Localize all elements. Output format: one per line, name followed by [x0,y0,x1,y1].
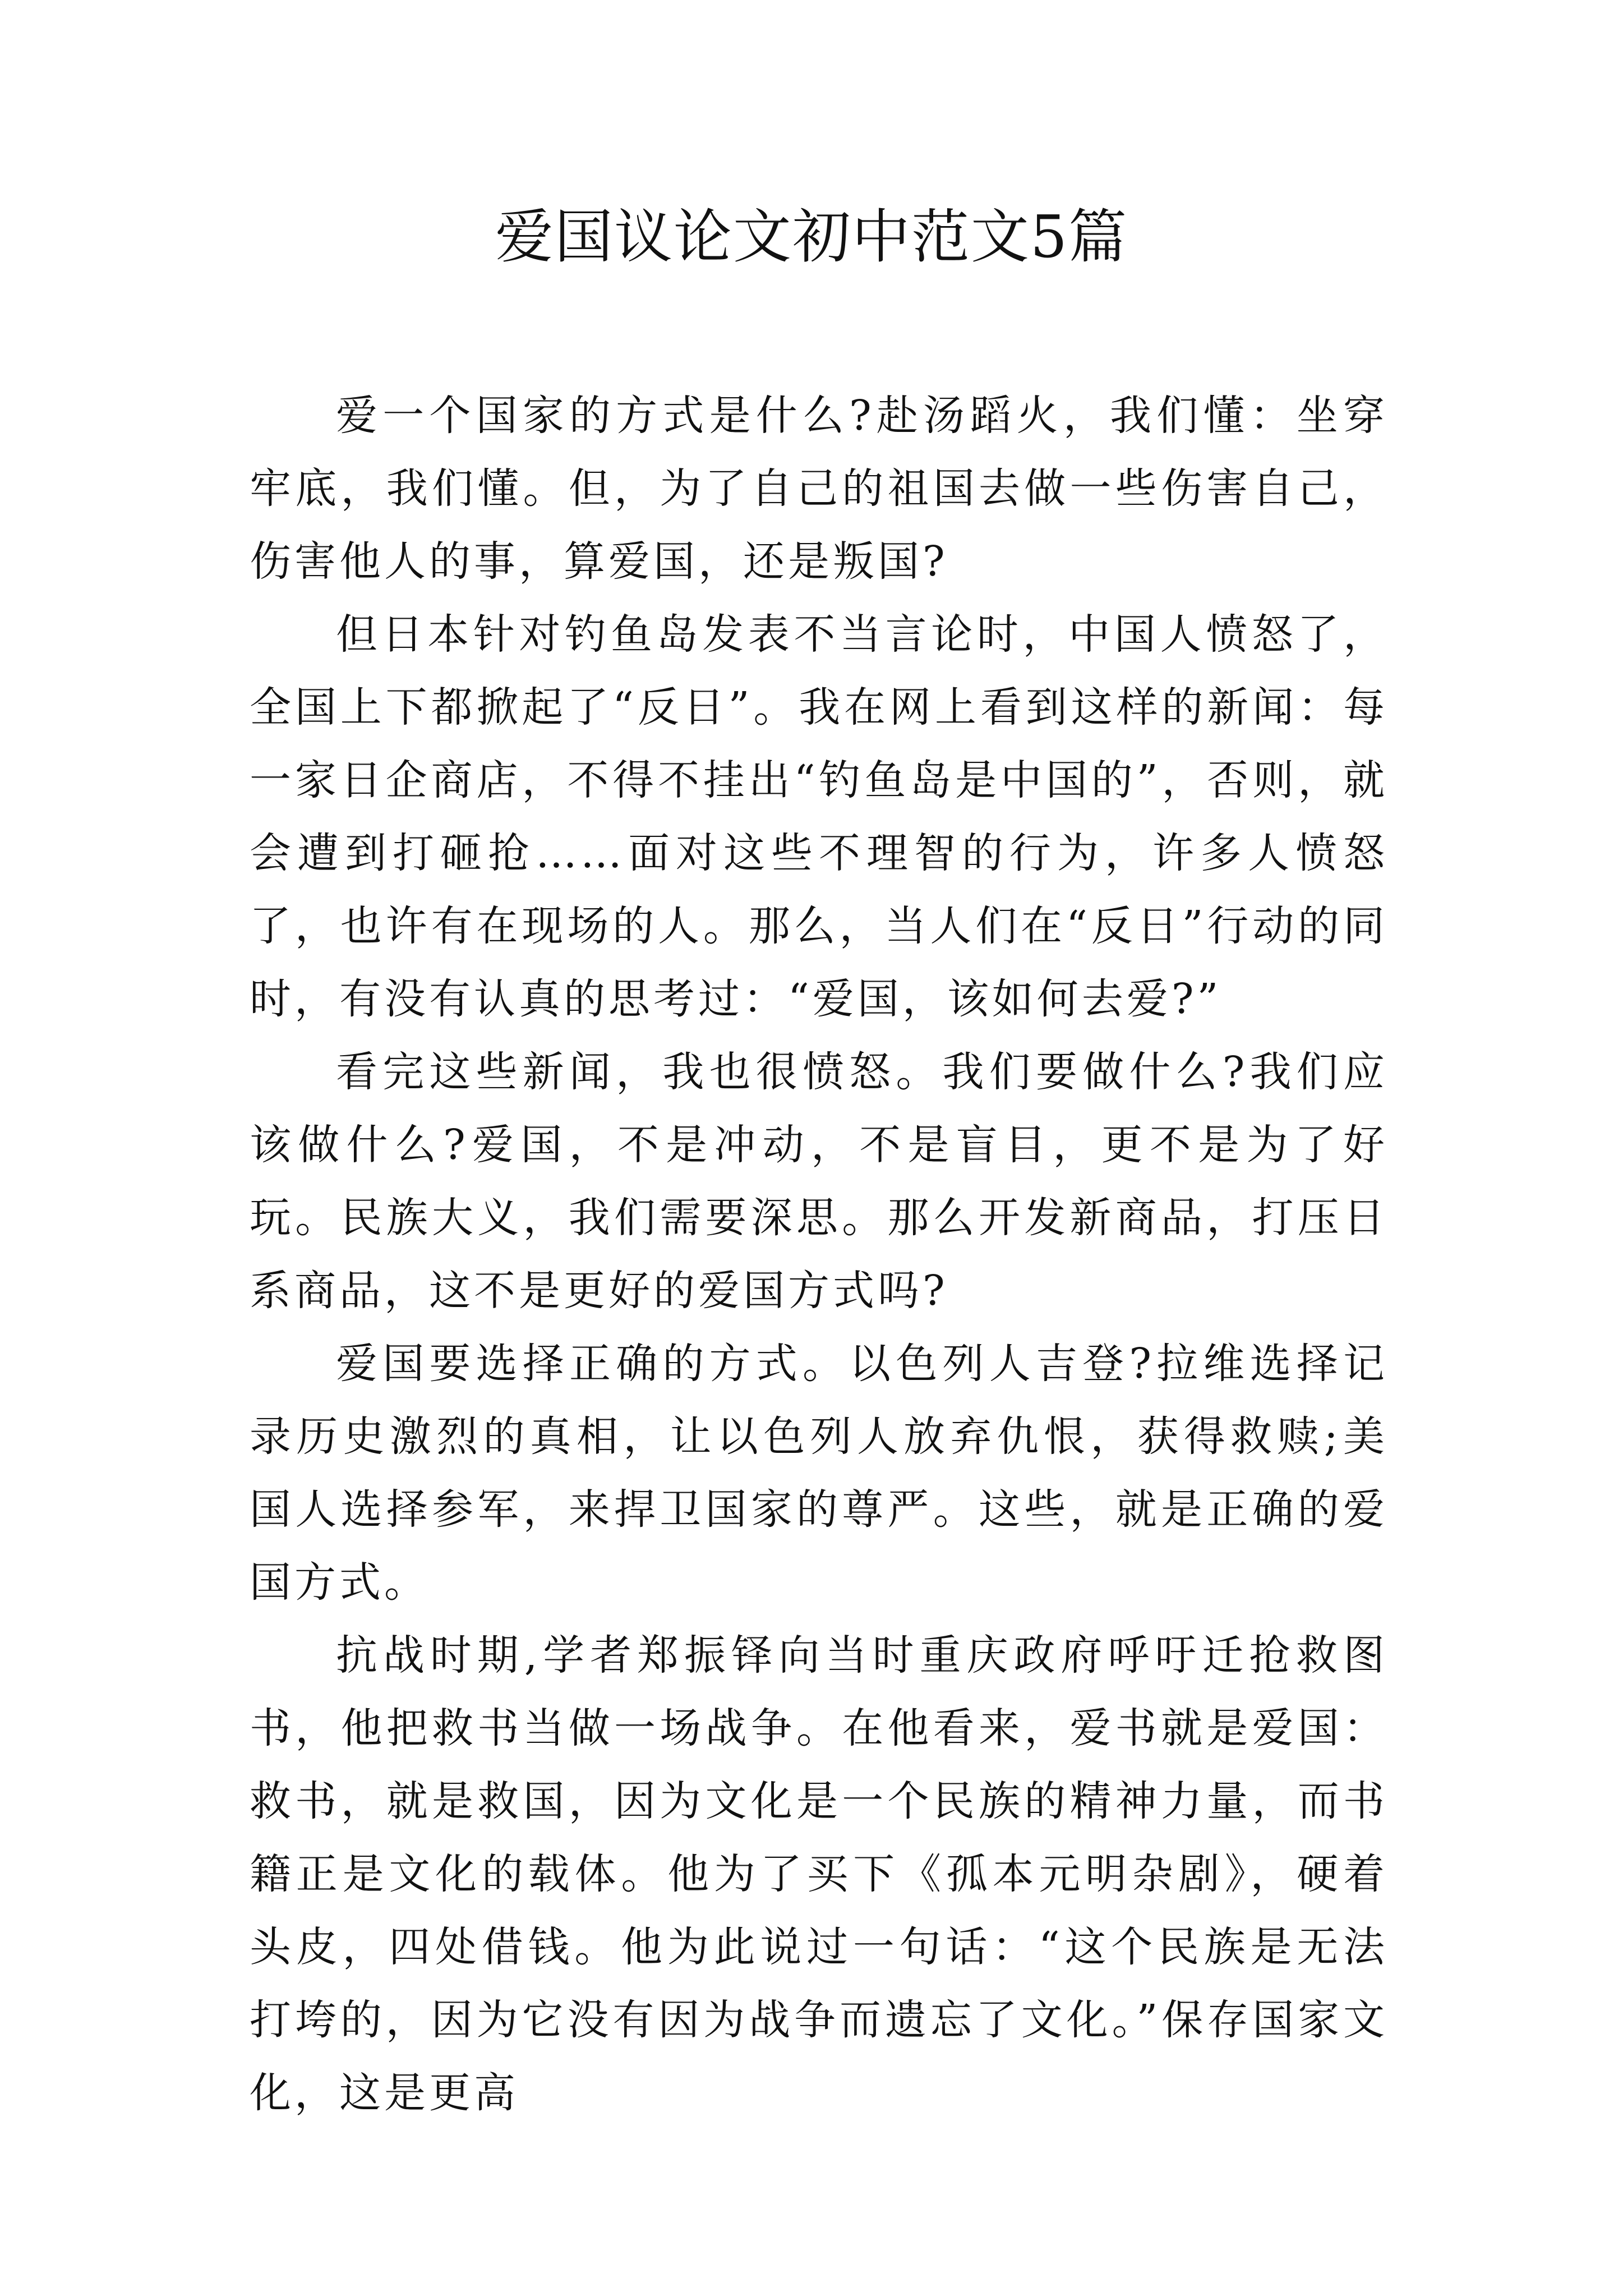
document-title: 爱国议论文初中范文5篇 [495,203,1128,271]
paragraph: 爱国要选择正确的方式。以色列人吉登?拉维选择记录历史激烈的真相，让以色列人放弃仇恨，获得救赎;美国人选择参军，来捍卫国家的尊严。这些，就是正确的爱国方式。 [250,1340,1388,1607]
paragraph: 抗战时期,学者郑振铎向当时重庆政府呼吁迁抢救图书，他把救书当做一场战争。在他看来，爱书就是爱国：救书，就是救国，因为文化是一个民族的精神力量，而书籍正是文化的载体。他为了买下《孤本元明杂剧》，硬着头皮，四处借钱。他为此说过一句话：“这个民族是无法打垮的，因为它没有因为战争而遗忘了文化。”保存国家文化，这是更高 [250,1631,1388,2117]
paragraph: 爱一个国家的方式是什么?赴汤蹈火，我们懂：坐穿牢底，我们懂。但，为了自己的祖国去做一些伤害自己，伤害他人的事，算爱国，还是叛国? [250,392,1388,586]
paragraph: 看完这些新闻，我也很愤怒。我们要做什么?我们应该做什么?爱国，不是冲动，不是盲目，更不是为了好玩。民族大义，我们需要深思。那么开发新商品，打压日系商品，这不是更好的爱国方式吗? [250,1048,1388,1315]
document-body [250,379,1388,2129]
paragraph: 但日本针对钓鱼岛发表不当言论时，中国人愤怒了，全国上下都掀起了“反日”。我在网上看到这样的新闻：每一家日企商店，不得不挂出“钓鱼岛是中国的”，否则，就会遭到打砸抢……面对这些不理智的行为，许多人愤怒了，也许有在现场的人。那么，当人们在“反日”行动的同时，有没有认真的思考过：“爱国，该如何去爱?” [250,610,1388,1023]
